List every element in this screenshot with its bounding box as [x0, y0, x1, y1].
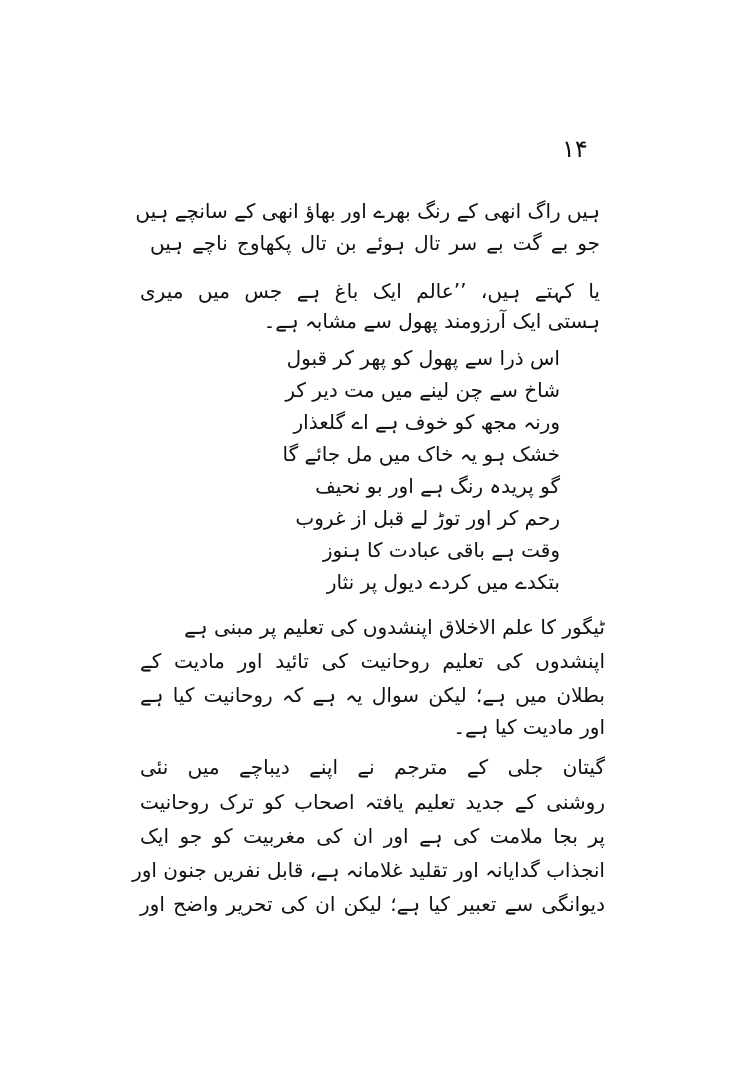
paragraph-line: یا کہتے ہیں، ’’عالم ایک باغ ہے جس میں میری	[140, 279, 600, 303]
poem-line: رحم کر اور توڑ لے قبل از غروب	[295, 506, 560, 530]
poem-line: خشک ہو یہ خاک میں مل جائے گا	[282, 442, 560, 466]
poem-line: بتکدے میں کردے دیول پر نثار	[326, 570, 560, 594]
poem-line: وقت ہے باقی عبادت کا ہنوز	[322, 538, 560, 562]
paragraph-line: روشنی کے جدید تعلیم یافتہ اصحاب کو ترک روحانیت	[140, 790, 605, 814]
page-number: ۱۴	[562, 135, 588, 163]
paragraph-line: اور مادیت کیا ہے۔	[453, 715, 605, 739]
paragraph-line: گیتان جلی کے مترجم نے اپنے دیباچے میں نئی	[140, 755, 605, 779]
poem-line: شاخ سے چن لینے میں مت دیر کر	[285, 378, 560, 402]
paragraph-line: دیوانگی سے تعبیر کیا ہے؛ لیکن ان کی تحریر واضح اور	[140, 892, 605, 916]
paragraph-line: انجذاب گدایانہ اور تقلید غلامانہ ہے، قابل نفریں جنون اور	[132, 858, 605, 882]
couplet-line: ہیں راگ انھی کے رنگ بھرے اور بھاؤ انھی کے سانچے ہیں	[135, 199, 600, 223]
paragraph-line: ٹیگور کا علم الاخلاق اپنشدوں کی تعلیم پر مبنی ہے	[184, 615, 605, 639]
paragraph-line: ہستی ایک آرزومند پھول سے مشابہ ہے۔	[263, 309, 600, 333]
couplet-line: جو بے گت بے سر تال ہوئے بن تال پکھاوج ناچے ہیں	[150, 231, 600, 255]
paragraph-line: بطلان میں ہے؛ لیکن سوال یہ ہے کہ روحانیت کیا ہے	[140, 683, 605, 707]
poem-line: گو پریدہ رنگ ہے اور بو نحیف	[315, 474, 560, 498]
paragraph-line: پر بجا ملامت کی ہے اور ان کی مغربیت کو جو ایک	[140, 824, 605, 848]
paragraph-line: اپنشدوں کی تعلیم روحانیت کی تائید اور مادیت کے	[140, 649, 605, 673]
poem-line: ورنہ مجھ کو خوف ہے اے گلعذار	[293, 410, 560, 434]
poem-line: اس ذرا سے پھول کو پھر کر قبول	[286, 346, 560, 370]
